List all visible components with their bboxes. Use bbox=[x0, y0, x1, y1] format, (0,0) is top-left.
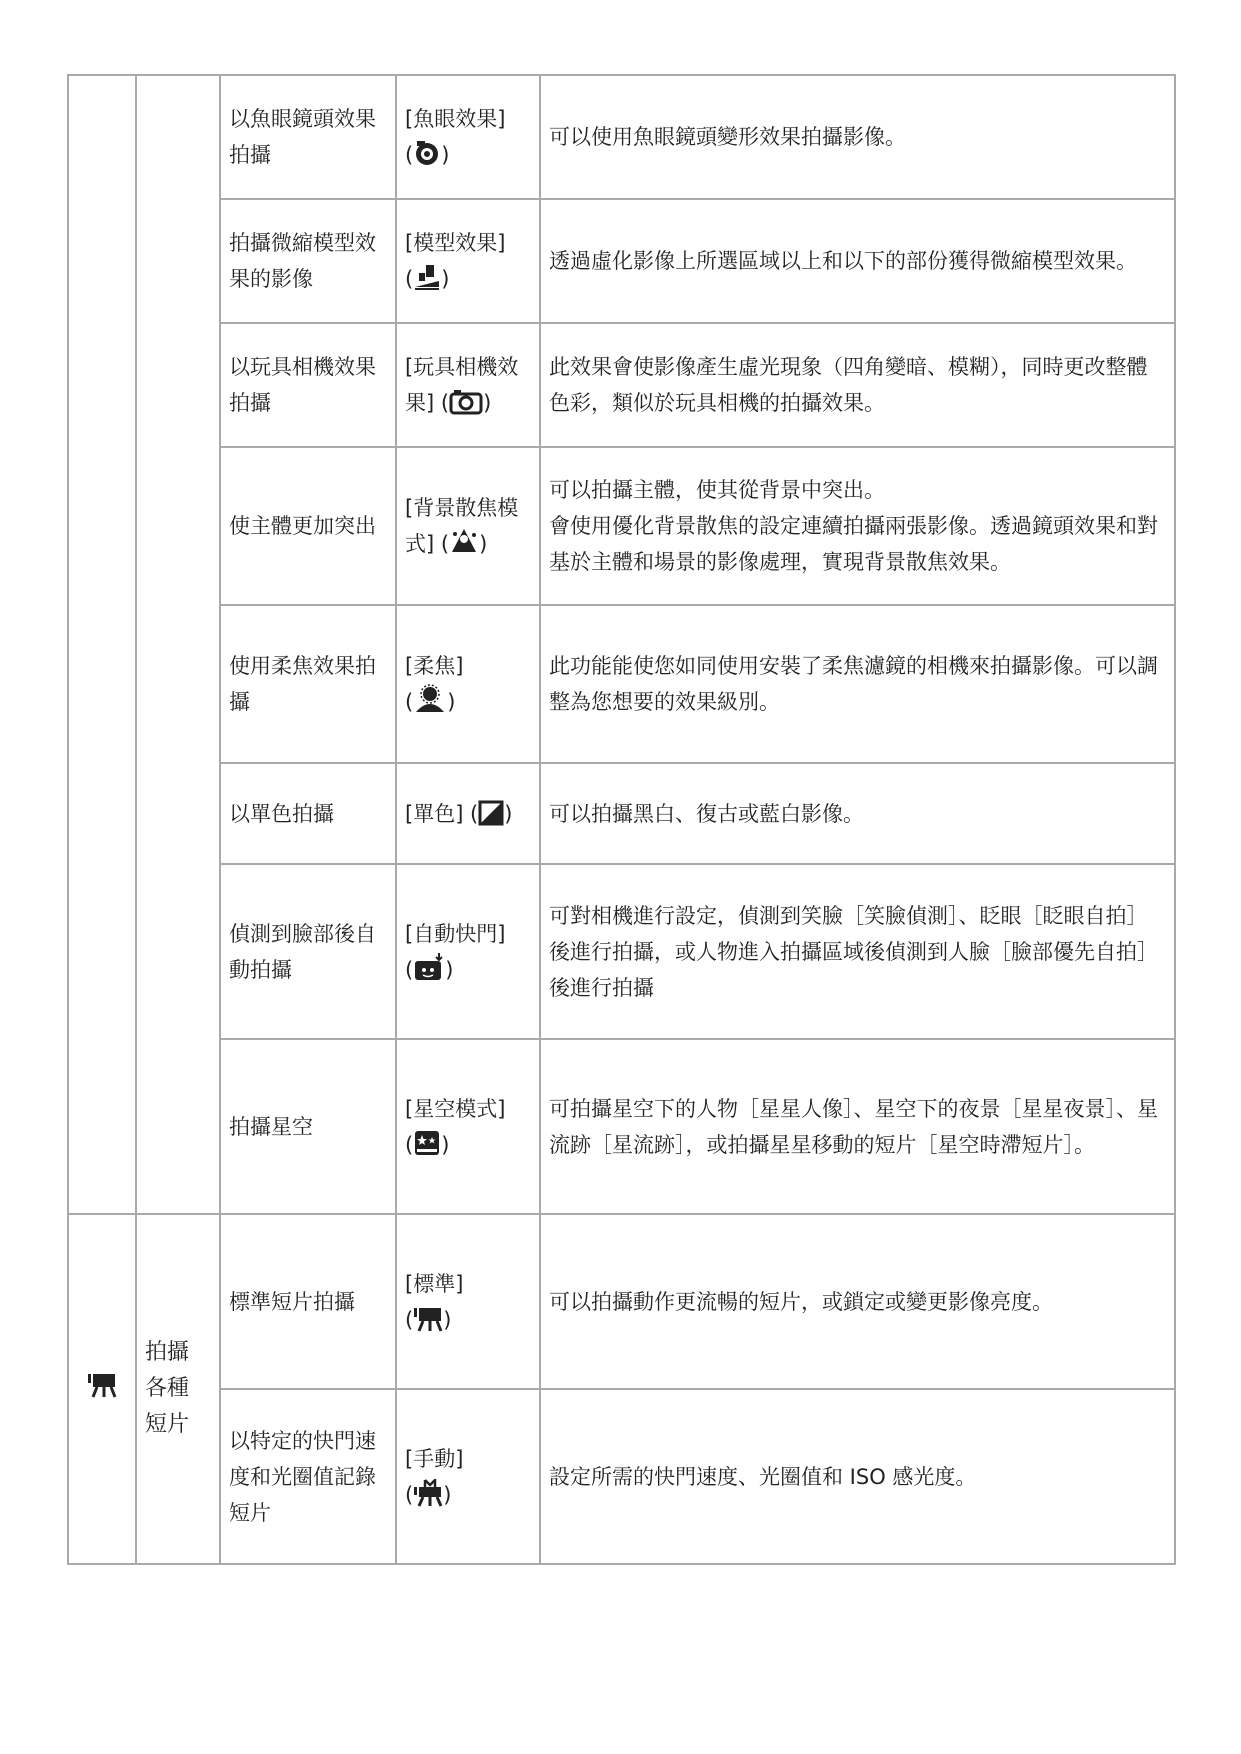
setting-label: [手動] bbox=[405, 1446, 464, 1471]
setting-cell: [背景散焦模式] ( ) bbox=[396, 447, 540, 605]
setting-cell: [標準] ( ) bbox=[396, 1214, 540, 1389]
star-sky-icon bbox=[413, 1129, 441, 1157]
setting-label: [模型效果] bbox=[405, 231, 506, 255]
row-title: 使主體更加突出 bbox=[220, 447, 396, 605]
row-description: 設定所需的快門速度、光圈值和 ISO 感光度。 bbox=[540, 1389, 1175, 1564]
table-row bbox=[68, 1389, 1175, 1564]
setting-label: [自動快門] bbox=[405, 921, 506, 946]
category-line: 短片 bbox=[145, 1412, 190, 1437]
row-description: 可以使用魚眼鏡頭變形效果拍攝影像。 bbox=[540, 75, 1175, 199]
row-title: 標準短片拍攝 bbox=[220, 1214, 396, 1389]
movie-section-icon-cell bbox=[68, 1214, 136, 1564]
row-title: 以玩具相機效果拍攝 bbox=[220, 323, 396, 447]
row-description: 可以拍攝動作更流暢的短片，或鎖定或變更影像亮度。 bbox=[540, 1214, 1175, 1389]
row-title: 以魚眼鏡頭效果拍攝 bbox=[220, 75, 396, 199]
setting-cell: [自動快門] ( ) bbox=[396, 864, 540, 1039]
soft-focus-icon bbox=[413, 684, 447, 714]
movie-camera-icon bbox=[87, 1370, 117, 1398]
setting-cell: [模型效果] ( ) bbox=[396, 199, 540, 323]
category-line: 拍攝 bbox=[145, 1340, 190, 1365]
row-description: 可拍攝星空下的人物［星星人像］、星空下的夜景［星星夜景］、星流跡［星流跡］，或拍攝星星移動的短片［星空時滯短片］。 bbox=[540, 1039, 1175, 1214]
row-title: 拍攝微縮模型效果的影像 bbox=[220, 199, 396, 323]
setting-cell: [玩具相機效果] ( ) bbox=[396, 323, 540, 447]
description-line: 可以拍攝主體，使其從背景中突出。 bbox=[549, 478, 885, 502]
table-row bbox=[68, 763, 1175, 864]
row-title: 以單色拍攝 bbox=[220, 763, 396, 864]
row-title: 以特定的快門速度和光圈值記錄短片 bbox=[220, 1389, 396, 1564]
setting-cell: [柔焦] ( ) bbox=[396, 605, 540, 763]
blank-category-cell bbox=[136, 75, 220, 1214]
monochrome-icon bbox=[478, 800, 504, 826]
movie-manual-icon bbox=[413, 1479, 443, 1507]
category-line: 各種 bbox=[145, 1376, 190, 1401]
row-title: 偵測到臉部後自動拍攝 bbox=[220, 864, 396, 1039]
table-row bbox=[68, 1214, 1175, 1389]
setting-label: [標準] bbox=[405, 1271, 464, 1296]
table-row bbox=[68, 447, 1175, 605]
table-row bbox=[68, 864, 1175, 1039]
setting-label: [玩具相機效果] ( bbox=[405, 355, 519, 415]
row-description: 可對相機進行設定，偵測到笑臉［笑臉偵測］、眨眼［眨眼自拍］後進行拍攝，或人物進入拍攝區域後偵測到人臉［臉部優先自拍］後進行拍攝 bbox=[540, 864, 1175, 1039]
setting-label: [背景散焦模式] ( bbox=[405, 496, 519, 556]
background-defocus-icon bbox=[449, 526, 479, 556]
fisheye-icon bbox=[413, 139, 441, 167]
row-description: 此功能能使您如同使用安裝了柔焦濾鏡的相機來拍攝影像。可以調整為您想要的效果級別。 bbox=[540, 605, 1175, 763]
description-line: 會使用優化背景散焦的設定連續拍攝兩張影像。透過鏡頭效果和對基於主體和場景的影像處理，實現背景散焦效果。 bbox=[549, 514, 1158, 574]
row-description: 透過虛化影像上所選區域以上和以下的部份獲得微縮模型效果。 bbox=[540, 199, 1175, 323]
row-title: 拍攝星空 bbox=[220, 1039, 396, 1214]
setting-label: [柔焦] bbox=[405, 654, 464, 678]
movie-standard-icon bbox=[413, 1304, 443, 1332]
miniature-icon bbox=[413, 263, 441, 291]
row-description: 可以拍攝黑白、復古或藍白影像。 bbox=[540, 763, 1175, 864]
table-row bbox=[68, 199, 1175, 323]
shooting-modes-table bbox=[67, 74, 1176, 1565]
setting-label: [星空模式] bbox=[405, 1096, 506, 1121]
setting-label: [單色] ( bbox=[405, 801, 479, 826]
setting-label: [魚眼效果] bbox=[405, 107, 506, 131]
row-title: 使用柔焦效果拍攝 bbox=[220, 605, 396, 763]
table-row bbox=[68, 323, 1175, 447]
toy-camera-icon bbox=[449, 389, 483, 415]
table-row bbox=[68, 605, 1175, 763]
table-row bbox=[68, 1039, 1175, 1214]
setting-cell: [星空模式] ( ) bbox=[396, 1039, 540, 1214]
setting-cell: [單色] ( ) bbox=[396, 763, 540, 864]
movie-category-cell bbox=[136, 1214, 220, 1564]
table-row bbox=[68, 75, 1175, 199]
row-description: 此效果會使影像產生虛光現象（四角變暗、模糊），同時更改整體色彩，類似於玩具相機的拍攝效果。 bbox=[540, 323, 1175, 447]
auto-shutter-icon bbox=[413, 952, 445, 982]
setting-cell: [手動] ( ) bbox=[396, 1389, 540, 1564]
row-description bbox=[540, 447, 1175, 605]
blank-icon-cell bbox=[68, 75, 136, 1214]
setting-cell: [魚眼效果] ( ) bbox=[396, 75, 540, 199]
